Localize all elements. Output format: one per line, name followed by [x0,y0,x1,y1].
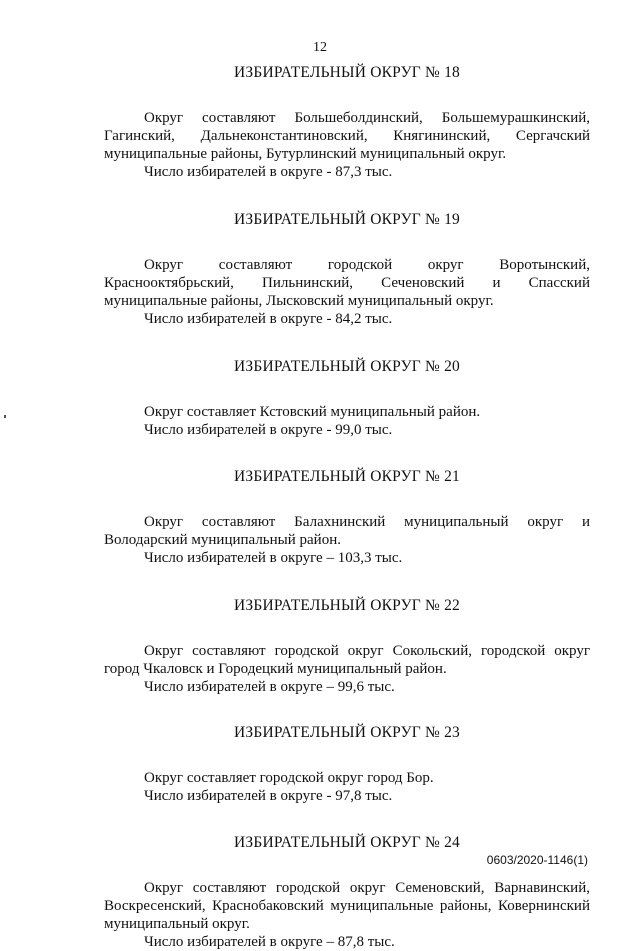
district-20 [104,356,590,439]
district-title: ИЗБИРАТЕЛЬНЫЙ ОКРУГ № 22 [234,597,460,614]
district-composition: Округ составляет Кстовский муниципальный район. [144,404,481,420]
district-composition: Округ составляют городской округ Сокольский, городской округ город Чкаловск и Городецкий муниципальный район. [104,643,590,677]
district-title: ИЗБИРАТЕЛЬНЫЙ ОКРУГ № 21 [234,468,460,485]
district-composition: Округ составляют городской округ Семеновский, Варнавинский, Воскресенский, Краснобаковский муниципальные районы, Ковернинский муниципальный округ. [104,880,590,932]
district-21 [104,466,590,567]
district-voters: Число избирателей в округе - 99,0 тыс. [144,422,393,438]
district-23 [104,722,590,805]
district-title: ИЗБИРАТЕЛЬНЫЙ ОКРУГ № 23 [234,724,460,741]
district-title: ИЗБИРАТЕЛЬНЫЙ ОКРУГ № 20 [234,358,460,375]
district-voters: Число избирателей в округе – 99,6 тыс. [144,679,395,695]
document-code: 0603/2020-1146(1) [486,853,588,867]
document-body [104,62,590,951]
district-composition: Округ составляют городской округ Воротынский, Краснооктябрьский, Пильнинский, Сеченовский и Спасский муниципальные районы, Лысковский муниципальный округ. [104,257,590,309]
district-title: ИЗБИРАТЕЛЬНЫЙ ОКРУГ № 18 [234,64,460,81]
district-voters: Число избирателей в округе – 103,3 тыс. [144,550,403,566]
district-title: ИЗБИРАТЕЛЬНЫЙ ОКРУГ № 24 [234,834,460,851]
margin-mark [4,415,6,418]
page-number: 12 [313,40,327,55]
district-composition: Округ составляет городской округ город Бор. [144,770,434,786]
district-composition: Округ составляют Балахнинский муниципальный округ и Володарский муниципальный район. [104,514,590,548]
district-voters: Число избирателей в округе - 97,8 тыс. [144,788,393,804]
district-18 [104,62,590,181]
district-voters: Число избирателей в округе - 84,2 тыс. [144,311,393,327]
district-voters: Число избирателей в округе - 87,3 тыс. [144,164,393,180]
district-24 [104,832,590,951]
district-22 [104,595,590,696]
district-voters: Число избирателей в округе – 87,8 тыс. [144,934,395,950]
district-19 [104,209,590,328]
district-composition: Округ составляют Большеболдинский, Большемурашкинский, Гагинский, Дальнеконстантиновский, Княгининский, Сергачский муниципальные районы, Бутурлинский муниципальный округ. [104,110,590,162]
district-title: ИЗБИРАТЕЛЬНЫЙ ОКРУГ № 19 [234,211,460,228]
